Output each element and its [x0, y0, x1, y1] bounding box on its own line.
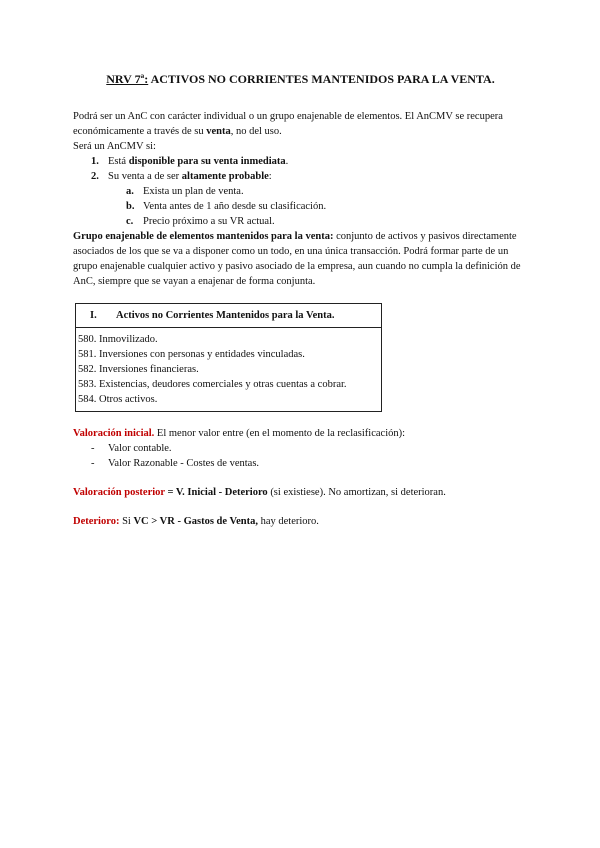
list-item [73, 456, 528, 471]
accounts-box-body [76, 328, 381, 411]
title-code: NRV 7ª: [106, 72, 149, 86]
list-text: : [268, 171, 272, 182]
list-bold: altamente probable [181, 171, 269, 182]
account-item: 580. Inmovilizado. [78, 334, 158, 345]
list-bold: disponible para su venta inmediata [128, 156, 286, 167]
box-roman: I. [90, 310, 97, 321]
account-item: 581. Inversiones con personas y entidades vinculadas. [78, 349, 305, 360]
list-text: Venta antes de 1 año desde su clasificación. [143, 201, 327, 212]
page-title [73, 72, 528, 87]
list-text: Valor Razonable - Costes de ventas. [108, 458, 260, 469]
valoracion-posterior [73, 485, 528, 500]
list-number: 1. [91, 156, 99, 167]
deterioro-label: Deterioro: [73, 516, 120, 527]
list-item [73, 154, 528, 169]
condition-lead: Será un AnCMV si: [73, 141, 156, 152]
intro-bold: venta [206, 126, 231, 137]
deterioro-bold: VC > VR - Gastos de Venta, [133, 516, 258, 527]
document-page [73, 66, 528, 529]
valoracion-inicial-text: El menor valor entre (en el momento de la reclasificación): [154, 428, 406, 439]
list-text: Está [108, 156, 129, 167]
valoracion-posterior-text: (si existiese). No amortizan, si deterioran. [267, 487, 446, 498]
valoracion-inicial [73, 426, 528, 441]
list-text: Valor contable. [108, 443, 172, 454]
intro-text-a: Podrá ser un AnC con carácter individual o un grupo enajenable de elementos. El AnCMV se recupera económicamente a través de su [73, 111, 503, 137]
conditions-list [73, 154, 528, 184]
list-number: 2. [91, 171, 99, 182]
valoracion-posterior-bold: V. Inicial - Deterioro [175, 487, 268, 498]
list-letter: a. [126, 186, 134, 197]
grupo-text: conjunto de activos y pasivos directamente asociados de los que se va a disponer como un todo, en una única transacción. Podrá formar parte de un grupo enajenable cualquier activo y pasivo asociado de la empresa, aun cuando no cumpla la definición de AnC, siempre que se vayan a enajenar de forma conjunta. [73, 231, 521, 287]
valoracion-inicial-list [73, 441, 528, 471]
intro-paragraph [73, 109, 528, 139]
deterioro-pre: Si [119, 516, 134, 527]
grupo-bold: Grupo enajenable de elementos mantenidos para la venta: [73, 231, 334, 242]
account-item: 584. Otros activos. [78, 394, 158, 405]
dash-bullet: - [91, 443, 95, 454]
subconditions-list [73, 184, 528, 229]
list-item [73, 169, 528, 184]
list-letter: b. [126, 201, 135, 212]
title-text: ACTIVOS NO CORRIENTES MANTENIDOS PARA LA VENTA. [150, 72, 495, 86]
deterioro-post: hay deterioro. [257, 516, 319, 527]
valoracion-inicial-label: Valoración inicial. [73, 428, 155, 439]
valoracion-posterior-label: Valoración posterior [73, 487, 165, 498]
list-text: Precio próximo a su VR actual. [143, 216, 275, 227]
list-text: Exista un plan de venta. [143, 186, 244, 197]
list-letter: c. [126, 216, 134, 227]
list-item [73, 184, 528, 199]
valoracion-posterior-eq: = [164, 487, 176, 498]
list-item [73, 199, 528, 214]
list-item [73, 441, 528, 456]
accounts-box [75, 303, 382, 412]
list-text: . [285, 156, 289, 167]
grupo-paragraph [73, 229, 528, 289]
account-item: 583. Existencias, deudores comerciales y otras cuentas a cobrar. [78, 379, 347, 390]
account-item: 582. Inversiones financieras. [78, 364, 199, 375]
accounts-box-heading [76, 304, 381, 328]
list-text: Su venta a de ser [108, 171, 182, 182]
box-heading-text: Activos no Corrientes Mantenidos para la Venta. [116, 310, 335, 321]
list-item [73, 214, 528, 229]
deterioro [73, 514, 528, 529]
intro-text-b: , no del uso. [230, 126, 282, 137]
dash-bullet: - [91, 458, 95, 469]
